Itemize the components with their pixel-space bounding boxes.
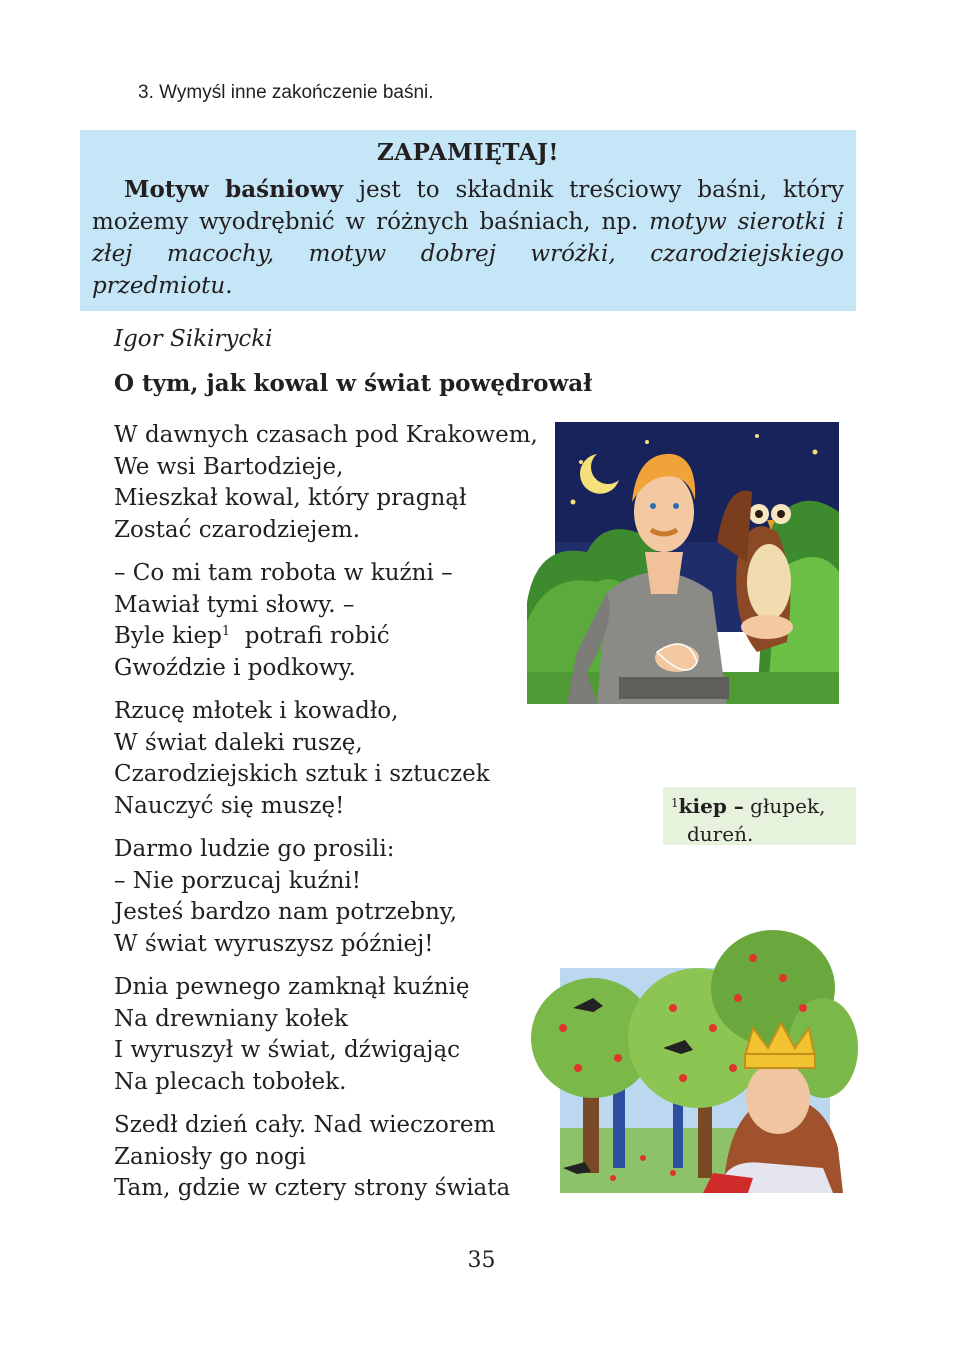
poem-line: W dawnych czasach pod Krakowem, [114,422,538,448]
poem-body [114,420,538,1217]
poem-line: I wyruszył w świat, dźwigając [114,1037,461,1063]
poem-line: Nauczyć się muszę! [114,792,345,819]
stanza [114,420,538,546]
stanza [114,972,538,1098]
poem-line: Rzucę młotek i kowadło, [114,698,399,724]
poem-line: Gwoździe i podkowy. [114,654,356,681]
footnote-ref: 1 [221,624,231,639]
poem-line: Darmo ludzie go prosili: [114,836,395,862]
poem-line: Czarodziejskich sztuk i sztuczek [114,761,490,787]
poem-line: Jesteś bardzo nam potrzebny, [114,899,458,925]
poem-title: O tym, jak kowal w świat powędrował [114,370,593,397]
poem-line: Mieszkał kowal, który pragnął [114,485,467,511]
poem-line: Tam, gdzie w cztery strony świata [114,1175,511,1201]
poem-line: Zostać czarodziejem. [114,516,361,543]
footnote-line: $^1$kiep – głupek, [671,794,826,818]
poem-line: W świat daleki ruszę, [114,729,363,756]
footnote-number: 1 [671,796,679,810]
poem-line: Zaniosły go nogi [114,1143,306,1170]
remember-box [80,130,856,311]
poem-line: Byle kiep$^1$ potrafi robić [114,623,390,649]
stanza [114,1110,538,1205]
poem-author: Igor Sikirycki [114,326,273,352]
remember-text: Motyw baśniowy jest to składnik treściowy baśni, który możemy wyodrębnić w różnych baśniach, np. motyw sierotki i złej macochy, motyw dobrej wróżki, czarodziejskiego przedmiotu. [92,176,844,299]
footnote-line: dureń. [687,822,754,846]
stanza [114,558,538,684]
poem-line: We wsi Bartodzieje, [114,453,344,480]
poem-line: Na plecach tobołek. [114,1068,347,1095]
footnote-term: kiep – [678,794,744,818]
page-number: 35 [467,1248,496,1273]
remember-heading: ZAPAMIĘTAJ! [376,139,560,166]
poem-line: W świat wyruszysz później! [114,930,434,957]
stanza [114,696,538,822]
blacksmith-owl-illustration [527,422,839,704]
footnote-box [663,787,856,845]
poem-line: – Nie porzucaj kuźni! [114,867,362,894]
poem-line: Szedł dzień cały. Nad wieczorem [114,1112,496,1138]
poem-line: Na drewniany kołek [114,1005,348,1032]
poem-line: Dnia pewnego zamknął kuźnię [114,974,470,1000]
remember-term: Motyw baśniowy [124,176,344,203]
poem-line: – Co mi tam robota w kuźni – [114,560,453,586]
task-instruction: 3. Wymyśl inne zakończenie baśni. [138,82,434,103]
remember-examples: motyw sierotki i złej macochy, motyw dobrej wróżki, czarodziejskiego przedmiotu [92,209,844,299]
stanza [114,834,538,960]
king-apple-trees-illustration [523,928,858,1193]
poem-line: Mawiał tymi słowy. – [114,591,355,618]
